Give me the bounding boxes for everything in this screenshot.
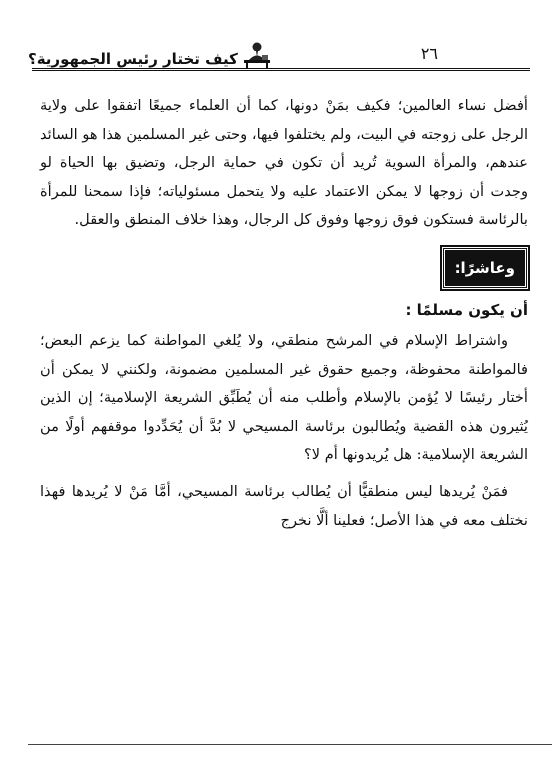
book-title: كيف تختار رئيس الجمهورية؟ (28, 50, 238, 68)
running-header (28, 38, 530, 72)
page-number: ٢٦ (420, 44, 438, 63)
section-heading: أن يكون مسلمًا : (405, 300, 528, 319)
section-badge: وعاشرًا: (442, 247, 528, 289)
footer-divider (28, 744, 552, 745)
header-divider (32, 68, 530, 71)
page-content (40, 92, 528, 535)
man-at-desk-icon (242, 40, 272, 70)
header-title-group (28, 40, 272, 70)
paragraph-gap (40, 470, 528, 478)
body-paragraph: واشتراط الإسلام في المرشح منطقي، ولا يُلغي المواطنة كما يزعم البعض؛ فالمواطنة محفوظة، وجميع حقوق غير المسلمين مضمونة، ولكنني لا يمكن أن أختار رئيسًا لا يُؤمن بالإسلام وأطلب منه أن يُطَبِّق الشريعة الإسلامية؛ إن الذين يُثيرون هذه القضية ويُطالبون برئاسة المسيحي لا بُدَّ أن يُحَدِّدوا موقفهم أولًا من الشريعة الإسلامية: هل يُريدونها أم لا؟ (40, 331, 528, 464)
body-paragraph: فمَنْ يُريدها ليس منطقيًّا أن يُطالب برئاسة المسيحي، أمَّا مَنْ لا يُريدها فهذا نختلف معه في هذا الأصل؛ فعلينا ألَّا نخرج (40, 482, 528, 529)
section-badge-row (40, 247, 528, 291)
body-paragraph: أفضل نساء العالمين؛ فكيف بمَنْ دونها، كما أن العلماء جميعًا اتفقوا على ولاية الرجل على زوجته في البيت، ولم يختلفوا فيها، وحتى غير المسلمين هذا هو السائد عندهم، والمرأة السوية تُريد أن تكون في حماية الرجل، وتضيق بها الحياة لو وجدت أن زوجها لا يمكن الاعتماد عليه ولا يتحمل مسئولياته؛ فإذا سمحنا للمرأة بالرئاسة فستكون فوق زوجها وفوق كل الرجال، وهذا خلاف المنطق والعقل. (40, 97, 528, 229)
